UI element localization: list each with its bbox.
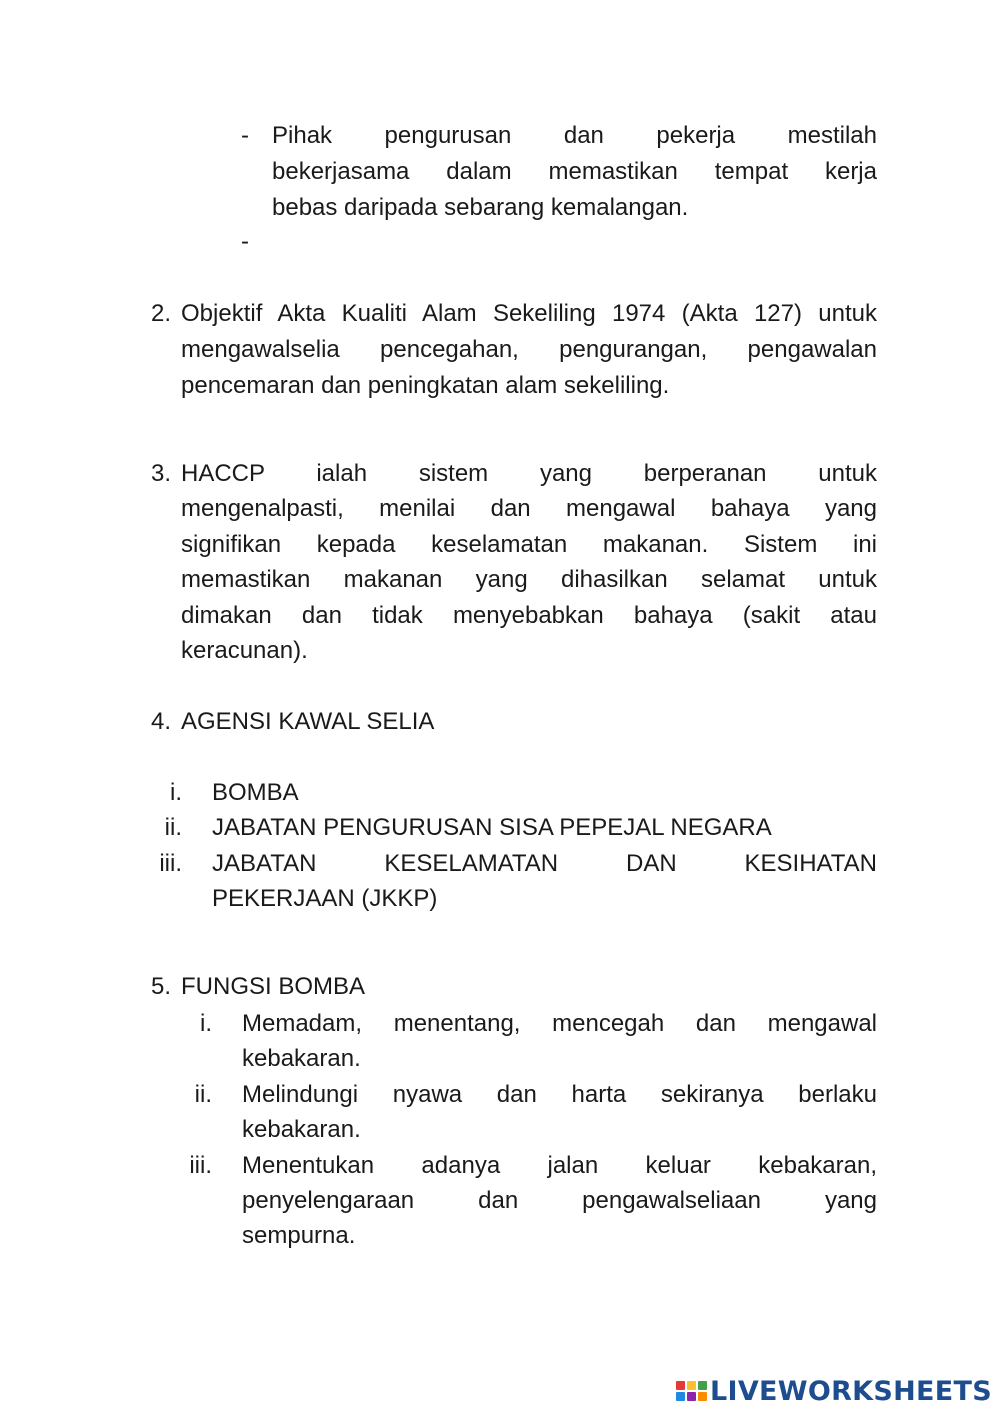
bullet-1-marker: - xyxy=(241,122,249,149)
bullet-1-line-2: bekerjasama dalam memastikan tempat kerja xyxy=(272,158,877,185)
section-5-item-1-line-1: Memadam, menentang, mencegah dan mengawal xyxy=(242,1010,877,1037)
section-4-item-2-marker: ii. xyxy=(164,814,182,841)
section-3-line-3: signifikan kepada keselamatan makanan. Sistem ini xyxy=(181,531,877,558)
section-4-item-1-marker: i. xyxy=(170,779,182,806)
bullet-1-line-1: Pihak pengurusan dan pekerja mestilah xyxy=(272,122,877,149)
logo-square-5 xyxy=(687,1392,696,1401)
section-5-item-2-line-1: Melindungi nyawa dan harta sekiranya berlaku xyxy=(242,1081,877,1108)
logo-square-1 xyxy=(676,1381,685,1390)
section-4-number: 4. xyxy=(151,708,172,735)
section-5-item-1-line-2: kebakaran. xyxy=(242,1045,361,1072)
section-5-item-2-marker: ii. xyxy=(194,1081,212,1108)
logo-square-2 xyxy=(687,1381,696,1390)
section-2-line-3: pencemaran dan peningkatan alam sekeliling. xyxy=(181,372,670,399)
liveworksheets-logo-icon xyxy=(676,1381,707,1401)
section-5-heading: FUNGSI BOMBA xyxy=(181,973,366,1000)
section-3-line-4: memastikan makanan yang dihasilkan selamat untuk xyxy=(181,566,877,593)
bullet-1-line-3: bebas daripada sebarang kemalangan. xyxy=(272,194,689,221)
logo-square-6 xyxy=(698,1392,707,1401)
section-4-item-3-marker: iii. xyxy=(159,850,182,877)
logo-text: LIVEWORKSHEETS xyxy=(709,1375,992,1407)
section-2-number: 2. xyxy=(151,300,172,327)
section-5-item-3-line-2: penyelengaraan dan pengawalseliaan yang xyxy=(242,1187,877,1214)
section-3-number: 3. xyxy=(151,460,172,487)
section-3-line-6: keracunan). xyxy=(181,637,308,664)
section-5-number: 5. xyxy=(151,973,172,1000)
section-5-item-3-marker: iii. xyxy=(189,1152,212,1179)
bullet-2-marker: - xyxy=(241,228,249,255)
section-5-item-3-line-1: Menentukan adanya jalan keluar kebakaran, xyxy=(242,1152,877,1179)
section-3-line-5: dimakan dan tidak menyebabkan bahaya (sakit atau xyxy=(181,602,877,629)
section-5-item-1-marker: i. xyxy=(200,1010,212,1037)
liveworksheets-logo[interactable] xyxy=(676,1371,992,1411)
section-5-item-2-line-2: kebakaran. xyxy=(242,1116,361,1143)
section-4-item-3-line-1: JABATAN KESELAMATAN DAN KESIHATAN xyxy=(212,850,877,877)
section-2-line-2: mengawalselia pencegahan, pengurangan, pengawalan xyxy=(181,336,877,363)
section-4-item-2-line-1: JABATAN PENGURUSAN SISA PEPEJAL NEGARA xyxy=(212,814,772,841)
logo-square-3 xyxy=(698,1381,707,1390)
section-3-line-1: HACCP ialah sistem yang berperanan untuk xyxy=(181,460,877,487)
section-5-item-3-line-3: sempurna. xyxy=(242,1222,356,1249)
section-4-item-1-line-1: BOMBA xyxy=(212,779,299,806)
section-2-line-1: Objektif Akta Kualiti Alam Sekeliling 1974 (Akta 127) untuk xyxy=(181,300,877,327)
logo-square-4 xyxy=(676,1392,685,1401)
section-3-line-2: mengenalpasti, menilai dan mengawal bahaya yang xyxy=(181,495,877,522)
section-4-heading: AGENSI KAWAL SELIA xyxy=(181,708,435,735)
section-4-item-3-line-2: PEKERJAAN (JKKP) xyxy=(212,885,438,912)
